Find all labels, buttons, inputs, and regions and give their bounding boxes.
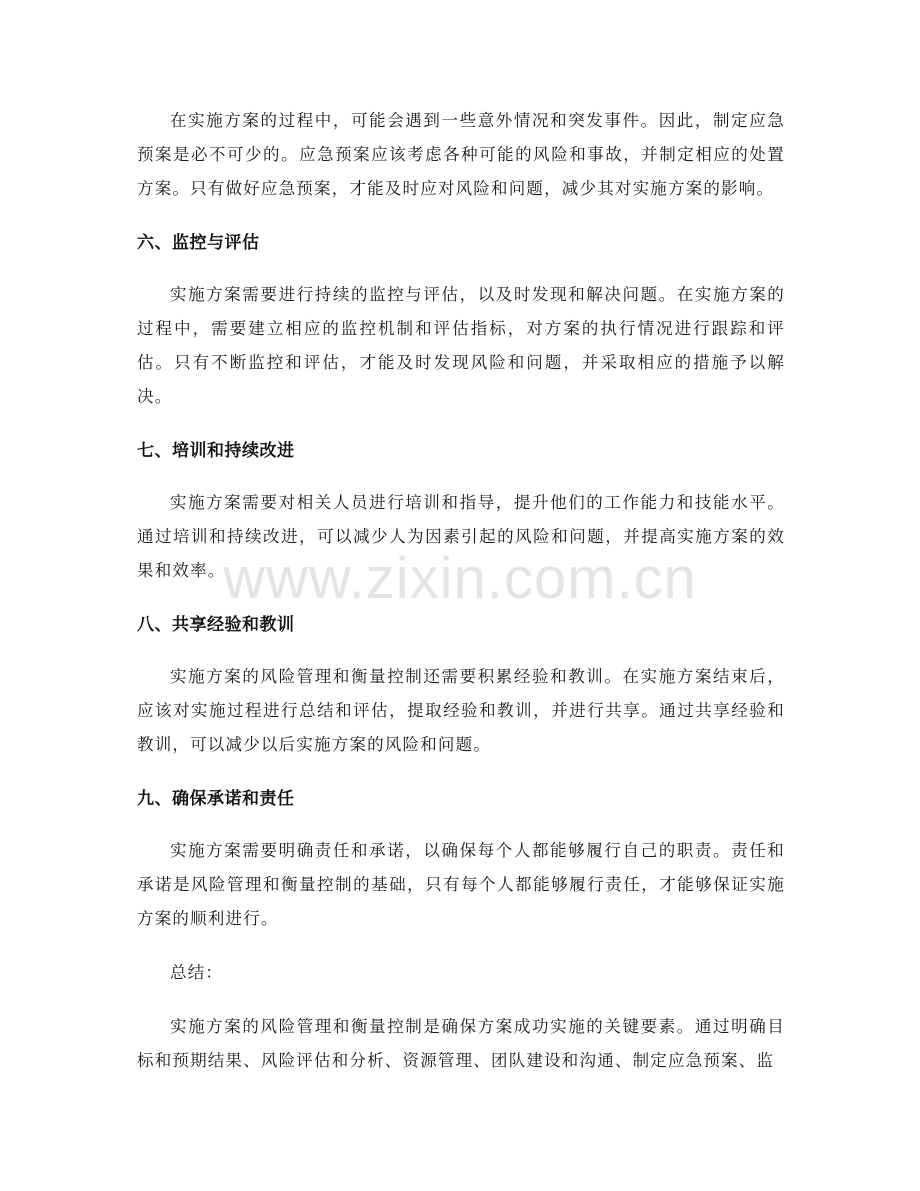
heading-sharing: 八、共享经验和教训 — [137, 615, 295, 635]
paragraph-responsibility: 实施方案需要明确责任和承诺，以确保每个人都能够履行自己的职责。责任和承诺是风险管理和衡量控制的基础，只有每个人都能够履行责任，才能够保证实施方案的顺利进行。 — [137, 841, 785, 928]
summary-label: 总结： — [170, 963, 224, 982]
paragraph-sharing: 实施方案的风险管理和衡量控制还需要积累经验和教训。在实施方案结束后，应该对实施过程进行总结和评估，提取经验和教训，并进行共享。通过共享经验和教训，可以减少以后实施方案的风险和问题。 — [137, 667, 785, 754]
watermark: www.zixin.com.cn — [223, 546, 697, 611]
heading-training: 七、培训和持续改进 — [137, 441, 295, 461]
heading-monitoring: 六、监控与评估 — [137, 233, 260, 253]
document-body — [137, 104, 785, 1078]
paragraph-summary: 实施方案的风险管理和衡量控制是确保方案成功实施的关键要素。通过明确目标和预期结果、风险评估和分析、资源管理、团队建设和沟通、制定应急预案、监 — [137, 1017, 785, 1070]
heading-responsibility: 九、确保承诺和责任 — [137, 789, 295, 809]
paragraph-emergency-plan: 在实施方案的过程中，可能会遇到一些意外情况和突发事件。因此，制定应急预案是必不可少的。应急预案应该考虑各种可能的风险和事故，并制定相应的处置方案。只有做好应急预案，才能及时应对风险和问题，减少其对实施方案的影响。 — [137, 111, 785, 198]
paragraph-monitoring: 实施方案需要进行持续的监控与评估，以及时发现和解决问题。在实施方案的过程中，需要建立相应的监控机制和评估指标，对方案的执行情况进行跟踪和评估。只有不断监控和评估，才能及时发现风险和问题，并采取相应的措施予以解决。 — [137, 285, 785, 406]
paragraph-training: 实施方案需要对相关人员进行培训和指导，提升他们的工作能力和技能水平。通过培训和持续改进，可以减少人为因素引起的风险和问题，并提高实施方案的效果和效率。 — [137, 493, 785, 580]
